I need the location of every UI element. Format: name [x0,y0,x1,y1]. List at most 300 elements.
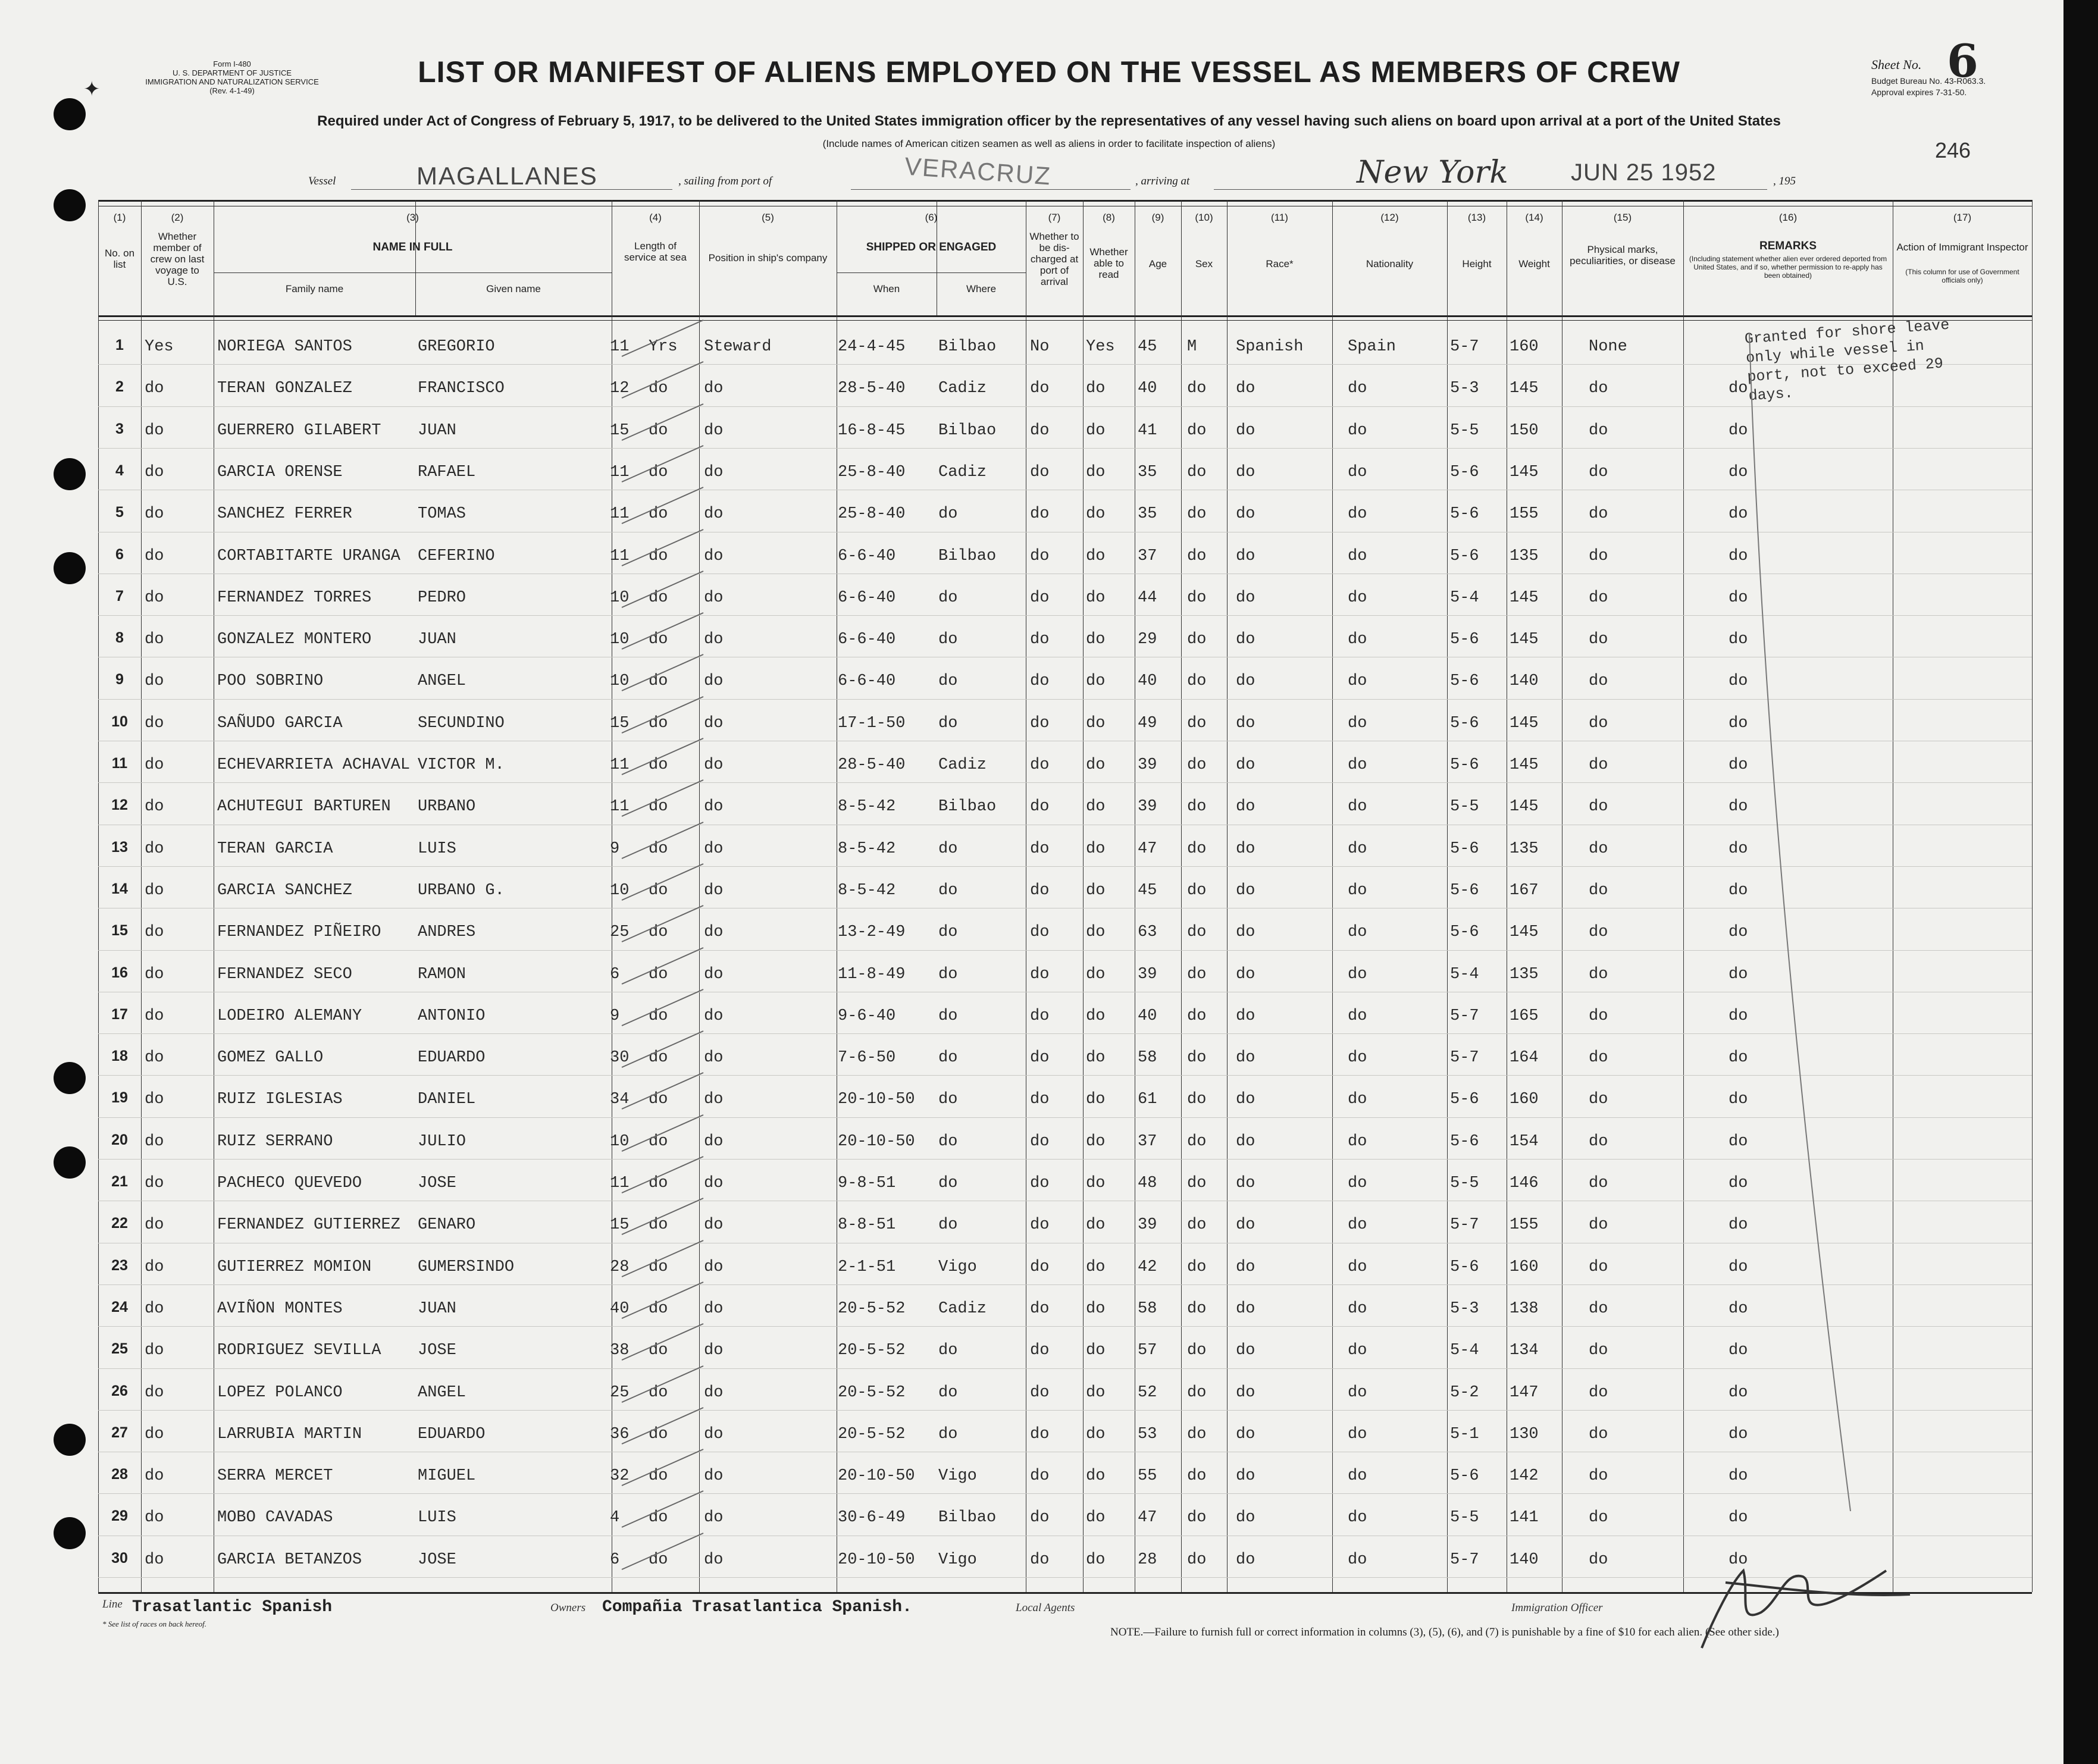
service-length-cell: 38 [610,1342,630,1360]
height-cell: 5-4 [1450,1342,1479,1360]
last-voyage-cell: do [145,588,164,607]
row-number: 12 [111,797,128,814]
nationality-cell: do [1348,839,1367,858]
height-cell: 5-2 [1450,1383,1479,1402]
shipped-where-cell: do [938,672,958,691]
able-to-read-cell: do [1086,923,1106,942]
service-length-cell: 11 [610,547,630,565]
weight-cell: 134 [1510,1342,1539,1360]
race-cell: do [1236,380,1255,398]
height-cell: 5-6 [1450,505,1479,524]
age-cell: 47 [1138,1509,1157,1527]
col-num: (5) [762,212,774,223]
race-cell: do [1236,1550,1255,1569]
weight-cell: 130 [1510,1425,1539,1443]
col-num: (2) [171,212,184,223]
row-number: 6 [115,546,124,563]
able-to-read-cell: do [1086,1258,1106,1276]
discharged-cell: do [1030,798,1050,816]
row-number: 15 [111,922,128,939]
race-cell: do [1236,1467,1255,1486]
family-name-cell: POO SOBRINO [217,672,324,691]
remarks-cell: do [1728,1467,1748,1486]
shipped-when-cell: 9-8-51 [838,1174,896,1192]
physical-marks-cell: do [1589,672,1608,691]
remarks-cell: do [1728,631,1748,649]
shipped-when-cell: 8-5-42 [838,881,896,900]
header-height: Height [1462,258,1492,270]
header-nationality: Nationality [1366,258,1414,270]
family-name-cell: ACHUTEGUI BARTUREN [217,798,391,816]
height-cell: 5-6 [1450,1258,1479,1276]
shipped-when-cell: 6-6-40 [838,588,896,607]
remarks-cell: do [1728,1216,1748,1235]
nationality-cell: do [1348,1258,1367,1276]
shipped-when-cell: 20-10-50 [838,1550,915,1569]
weight-cell: 145 [1510,631,1539,649]
year-suffix: , 195 [1773,175,1796,187]
service-length-cell: 11 [610,463,630,481]
position-cell: do [704,1132,724,1151]
shipped-when-cell: 20-10-50 [838,1091,915,1109]
position-cell: do [704,756,724,774]
row-number: 7 [115,587,124,604]
sex-cell: do [1187,463,1207,481]
height-cell: 5-7 [1450,1007,1479,1025]
position-cell: do [704,505,724,524]
height-cell: 5-6 [1450,1132,1479,1151]
last-voyage-cell: do [145,463,164,481]
last-voyage-cell: do [145,380,164,398]
family-name-cell: GUTIERREZ MOMION [217,1258,372,1276]
sex-cell: do [1187,923,1207,942]
owners-value: Compañia Trasatlantica Spanish. [602,1598,912,1616]
header-remarks-note: (Including statement whether alien ever ordered deported from United States, and if so, whether permission to re-apply has been obtained) [1689,255,1887,280]
physical-marks-cell: do [1589,1007,1608,1025]
remarks-cell: do [1728,881,1748,900]
shipped-when-cell: 6-6-40 [838,547,896,565]
races-note: * See list of races on back hereof. [102,1619,206,1628]
remarks-cell: do [1728,1049,1748,1067]
given-name-cell: JOSE [418,1550,456,1569]
race-cell: do [1236,798,1255,816]
race-cell: do [1236,505,1255,524]
discharged-cell: do [1030,463,1050,481]
row-number: 10 [111,713,128,730]
budget-bureau-line: Budget Bureau No. 43-R063.3. [1871,76,1986,86]
shipped-when-cell: 8-8-51 [838,1216,896,1235]
shipped-where-cell: Bilbao [938,547,997,565]
remarks-cell: do [1728,1007,1748,1025]
service-length-cell: 40 [610,1299,630,1318]
shipped-where-cell: Vigo [938,1550,977,1569]
service-unit-cell: do [649,1550,668,1569]
height-cell: 5-5 [1450,421,1479,440]
able-to-read-cell: do [1086,1383,1106,1402]
departure-port: VERACRUZ [903,152,1053,190]
row-number: 30 [111,1549,128,1566]
family-name-cell: RODRIGUEZ SEVILLA [217,1342,381,1360]
last-voyage-cell: do [145,1007,164,1025]
weight-cell: 145 [1510,923,1539,942]
family-name-cell: MOBO CAVADAS [217,1509,333,1527]
service-length-cell: 4 [610,1509,620,1527]
header-where: Where [966,283,997,294]
position-cell: do [704,1049,724,1067]
weight-cell: 135 [1510,965,1539,983]
nationality-cell: do [1348,547,1367,565]
age-cell: 58 [1138,1049,1157,1067]
service-unit-cell: do [649,547,668,565]
family-name-cell: FERNANDEZ PIÑEIRO [217,923,381,942]
position-cell: do [704,1299,724,1318]
header-family-name: Family name [285,283,344,294]
family-name-cell: FERNANDEZ TORRES [217,588,372,607]
height-cell: 5-4 [1450,965,1479,983]
nationality-cell: do [1348,1550,1367,1569]
shipped-where-cell: do [938,1132,958,1151]
family-name-cell: LODEIRO ALEMANY [217,1007,362,1025]
physical-marks-cell: do [1589,1258,1608,1276]
service-length-cell: 32 [610,1467,630,1486]
position-cell: do [704,1216,724,1235]
discharged-cell: do [1030,714,1050,732]
owners-label: Owners [550,1602,586,1614]
height-cell: 5-6 [1450,1467,1479,1486]
discharged-cell: do [1030,1049,1050,1067]
race-cell: do [1236,1216,1255,1235]
service-length-cell: 10 [610,631,630,649]
scanner-edge [2063,0,2098,1764]
header-inspector-action: Action of Immigrant Inspector [1896,242,2028,253]
row-number: 29 [111,1508,128,1525]
age-cell: 58 [1138,1299,1157,1318]
nationality-cell: do [1348,588,1367,607]
able-to-read-cell: do [1086,547,1106,565]
given-name-cell: JULIO [418,1132,466,1151]
given-name-cell: GENARO [418,1216,476,1235]
physical-marks-cell: do [1589,1342,1608,1360]
physical-marks-cell: None [1589,338,1627,356]
height-cell: 5-6 [1450,463,1479,481]
family-name-cell: GARCIA SANCHEZ [217,881,352,900]
arrival-date-stamp: JUN 25 1952 [1571,159,1717,186]
shipped-when-cell: 25-8-40 [838,463,906,481]
able-to-read-cell: do [1086,1299,1106,1318]
able-to-read-cell: do [1086,421,1106,440]
service-length-cell: 25 [610,923,630,942]
last-voyage-cell: do [145,1299,164,1318]
sex-cell: do [1187,839,1207,858]
physical-marks-cell: do [1589,1132,1608,1151]
col-num: (11) [1271,212,1288,223]
last-voyage-cell: do [145,881,164,900]
last-voyage-cell: do [145,1509,164,1527]
row-number: 17 [111,1005,128,1023]
service-length-cell: 15 [610,714,630,732]
physical-marks-cell: do [1589,1383,1608,1402]
service-length-cell: 11 [610,505,630,524]
remarks-cell: do [1728,505,1748,524]
last-voyage-cell: do [145,1132,164,1151]
nationality-cell: do [1348,421,1367,440]
shipped-where-cell: Bilbao [938,1509,997,1527]
weight-cell: 145 [1510,798,1539,816]
race-cell: do [1236,1425,1255,1443]
sex-cell: do [1187,1342,1207,1360]
shipped-when-cell: 28-5-40 [838,756,906,774]
nationality-cell: do [1348,380,1367,398]
shipped-where-cell: Bilbao [938,338,997,356]
height-cell: 5-6 [1450,672,1479,691]
given-name-cell: VICTOR M. [418,756,505,774]
discharged-cell: do [1030,1383,1050,1402]
discharged-cell: do [1030,421,1050,440]
service-unit-cell: do [649,1216,668,1235]
given-name-cell: LUIS [418,839,456,858]
col-num: (8) [1103,212,1115,223]
position-cell: do [704,881,724,900]
last-voyage-cell: do [145,756,164,774]
nationality-cell: do [1348,1509,1367,1527]
nationality-cell: do [1348,1467,1367,1486]
sheet-number: 6 [1947,35,1978,87]
family-name-cell: LARRUBIA MARTIN [217,1425,362,1443]
family-name-cell: TERAN GONZALEZ [217,380,352,398]
nationality-cell: do [1348,1174,1367,1192]
header-sex: Sex [1195,258,1213,270]
discharged-cell: do [1030,588,1050,607]
punch-hole [54,1146,86,1179]
discharged-cell: do [1030,547,1050,565]
discharged-cell: do [1030,881,1050,900]
shipped-where-cell: do [938,505,958,524]
able-to-read-cell: do [1086,1132,1106,1151]
shipped-where-cell: do [938,923,958,942]
weight-cell: 141 [1510,1509,1539,1527]
position-cell: do [704,1509,724,1527]
weight-cell: 140 [1510,1550,1539,1569]
given-name-cell: ANDRES [418,923,476,942]
revision-date: (Rev. 4-1-49) [209,86,255,95]
shipped-when-cell: 17-1-50 [838,714,906,732]
position-cell: do [704,588,724,607]
service-unit-cell: do [649,588,668,607]
sex-cell: do [1187,714,1207,732]
shipped-where-cell: do [938,1007,958,1025]
weight-cell: 150 [1510,421,1539,440]
service-unit-cell: do [649,1132,668,1151]
last-voyage-cell: do [145,1258,164,1276]
able-to-read-cell: do [1086,380,1106,398]
physical-marks-cell: do [1589,505,1608,524]
required-statement: Required under Act of Congress of February 5, 1917, to be delivered to the United States immigration officer by the representatives of any vessel having such aliens on board upon arrival at a port of the United States [317,113,1781,129]
shipped-when-cell: 24-4-45 [838,338,906,356]
remarks-cell: do [1728,798,1748,816]
given-name-cell: ANTONIO [418,1007,486,1025]
physical-marks-cell: do [1589,965,1608,983]
sex-cell: do [1187,1216,1207,1235]
given-name-cell: GREGORIO [418,338,495,356]
col-num: (12) [1380,212,1399,223]
last-voyage-cell: do [145,1425,164,1443]
physical-marks-cell: do [1589,1299,1608,1318]
age-cell: 40 [1138,380,1157,398]
age-cell: 40 [1138,672,1157,691]
header-name-in-full: NAME IN FULL [372,241,453,253]
position-cell: do [704,1342,724,1360]
remarks-cell: do [1728,380,1748,398]
shipped-when-cell: 8-5-42 [838,798,896,816]
given-name-cell: JOSE [418,1342,456,1360]
sex-cell: do [1187,965,1207,983]
sex-cell: do [1187,588,1207,607]
service-unit-cell: do [649,1425,668,1443]
header-race: Race* [1266,258,1294,270]
vessel-label: Vessel [308,175,336,187]
row-number: 16 [111,964,128,981]
shipped-when-cell: 2-1-51 [838,1258,896,1276]
height-cell: 5-7 [1450,338,1479,356]
given-name-cell: FRANCISCO [418,380,505,398]
race-cell: do [1236,1174,1255,1192]
service-unit-cell: do [649,463,668,481]
department-name: U. S. DEPARTMENT OF JUSTICE [172,68,292,77]
position-cell: do [704,631,724,649]
shipped-when-cell: 8-5-42 [838,839,896,858]
row-number: 5 [115,504,124,521]
physical-marks-cell: do [1589,421,1608,440]
remarks-cell: do [1728,1091,1748,1109]
shipped-when-cell: 25-8-40 [838,505,906,524]
age-cell: 61 [1138,1091,1157,1109]
able-to-read-cell: do [1086,1550,1106,1569]
given-name-cell: JUAN [418,1299,456,1318]
able-to-read-cell: do [1086,756,1106,774]
row-number: 20 [111,1131,128,1148]
remarks-cell: do [1728,1383,1748,1402]
sex-cell: do [1187,798,1207,816]
row-number: 1 [115,337,124,353]
height-cell: 5-3 [1450,1299,1479,1318]
sex-cell: do [1187,1509,1207,1527]
sex-cell: do [1187,1091,1207,1109]
row-number: 25 [111,1340,128,1358]
sheet-label: Sheet No. [1871,57,1922,72]
family-name-cell: GARCIA BETANZOS [217,1550,362,1569]
last-voyage-cell: do [145,547,164,565]
shipped-where-cell: do [938,881,958,900]
age-cell: 39 [1138,965,1157,983]
service-length-cell: 9 [610,839,620,858]
col-num: (15) [1613,212,1632,223]
weight-cell: 160 [1510,1258,1539,1276]
physical-marks-cell: do [1589,1049,1608,1067]
weight-cell: 145 [1510,588,1539,607]
shipped-where-cell: do [938,1216,958,1235]
height-cell: 5-4 [1450,588,1479,607]
height-cell: 5-6 [1450,714,1479,732]
page-title: LIST OR MANIFEST OF ALIENS EMPLOYED ON THE VESSEL AS MEMBERS OF CREW [418,55,1680,89]
col-num: (1) [113,212,126,223]
family-name-cell: SANCHEZ FERRER [217,505,352,524]
service-length-cell: 11 [610,338,630,356]
physical-marks-cell: do [1589,1467,1608,1486]
given-name-cell: JUAN [418,631,456,649]
height-cell: 5-7 [1450,1550,1479,1569]
given-name-cell: GUMERSINDO [418,1258,515,1276]
col-num: (9) [1151,212,1164,223]
age-cell: 39 [1138,1216,1157,1235]
nationality-cell: do [1348,881,1367,900]
given-name-cell: TOMAS [418,505,466,524]
able-to-read-cell: do [1086,1467,1106,1486]
service-length-cell: 12 [610,380,630,398]
row-number: 8 [115,629,124,647]
physical-marks-cell: do [1589,1216,1608,1235]
remarks-cell: do [1728,1132,1748,1151]
able-to-read-cell: do [1086,1091,1106,1109]
able-to-read-cell: do [1086,463,1106,481]
line-label: Line [102,1598,123,1611]
family-name-cell: LOPEZ POLANCO [217,1383,343,1402]
sex-cell: M [1187,338,1197,356]
shipped-where-cell: Cadiz [938,463,987,481]
col-num: (13) [1467,212,1486,223]
nationality-cell: do [1348,714,1367,732]
physical-marks-cell: do [1589,1425,1608,1443]
race-cell: do [1236,463,1255,481]
height-cell: 5-7 [1450,1216,1479,1235]
service-unit-cell: do [649,1049,668,1067]
col-num: (14) [1525,212,1543,223]
discharged-cell: do [1030,672,1050,691]
height-cell: 5-6 [1450,547,1479,565]
footer-note: NOTE.—Failure to furnish full or correct information in columns (3), (5), (6), and (7) is punishable by a fine of $10 for each alien. (See other side.) [1110,1626,1779,1638]
weight-cell: 164 [1510,1049,1539,1067]
last-voyage-cell: do [145,1091,164,1109]
race-cell: do [1236,714,1255,732]
race-cell: do [1236,839,1255,858]
sex-cell: do [1187,547,1207,565]
family-name-cell: RUIZ SERRANO [217,1132,333,1151]
shipped-when-cell: 28-5-40 [838,380,906,398]
last-voyage-cell: Yes [145,338,174,356]
service-unit-cell: do [649,1383,668,1402]
nationality-cell: Spain [1348,338,1396,356]
family-name-cell: GUERRERO GILABERT [217,421,381,440]
shipped-where-cell: Bilbao [938,798,997,816]
shipped-where-cell: do [938,631,958,649]
include-note: (Include names of American citizen seamen as well as aliens in order to facilitate inspection of aliens) [822,138,1276,149]
family-name-cell: PACHECO QUEVEDO [217,1174,362,1192]
position-cell: do [704,1007,724,1025]
punch-hole [54,1517,86,1549]
weight-cell: 155 [1510,505,1539,524]
physical-marks-cell: do [1589,463,1608,481]
header-able-to-read: Whether able to read [1089,246,1128,280]
family-name-cell: RUIZ IGLESIAS [217,1091,343,1109]
given-name-cell: JUAN [418,421,456,440]
sex-cell: do [1187,1425,1207,1443]
discharged-cell: do [1030,923,1050,942]
last-voyage-cell: do [145,1216,164,1235]
service-unit-cell: do [649,965,668,983]
header-given-name: Given name [486,283,541,294]
race-cell: do [1236,1132,1255,1151]
age-cell: 44 [1138,588,1157,607]
header-inspector-note: (This column for use of Government officials only) [1905,268,2019,284]
